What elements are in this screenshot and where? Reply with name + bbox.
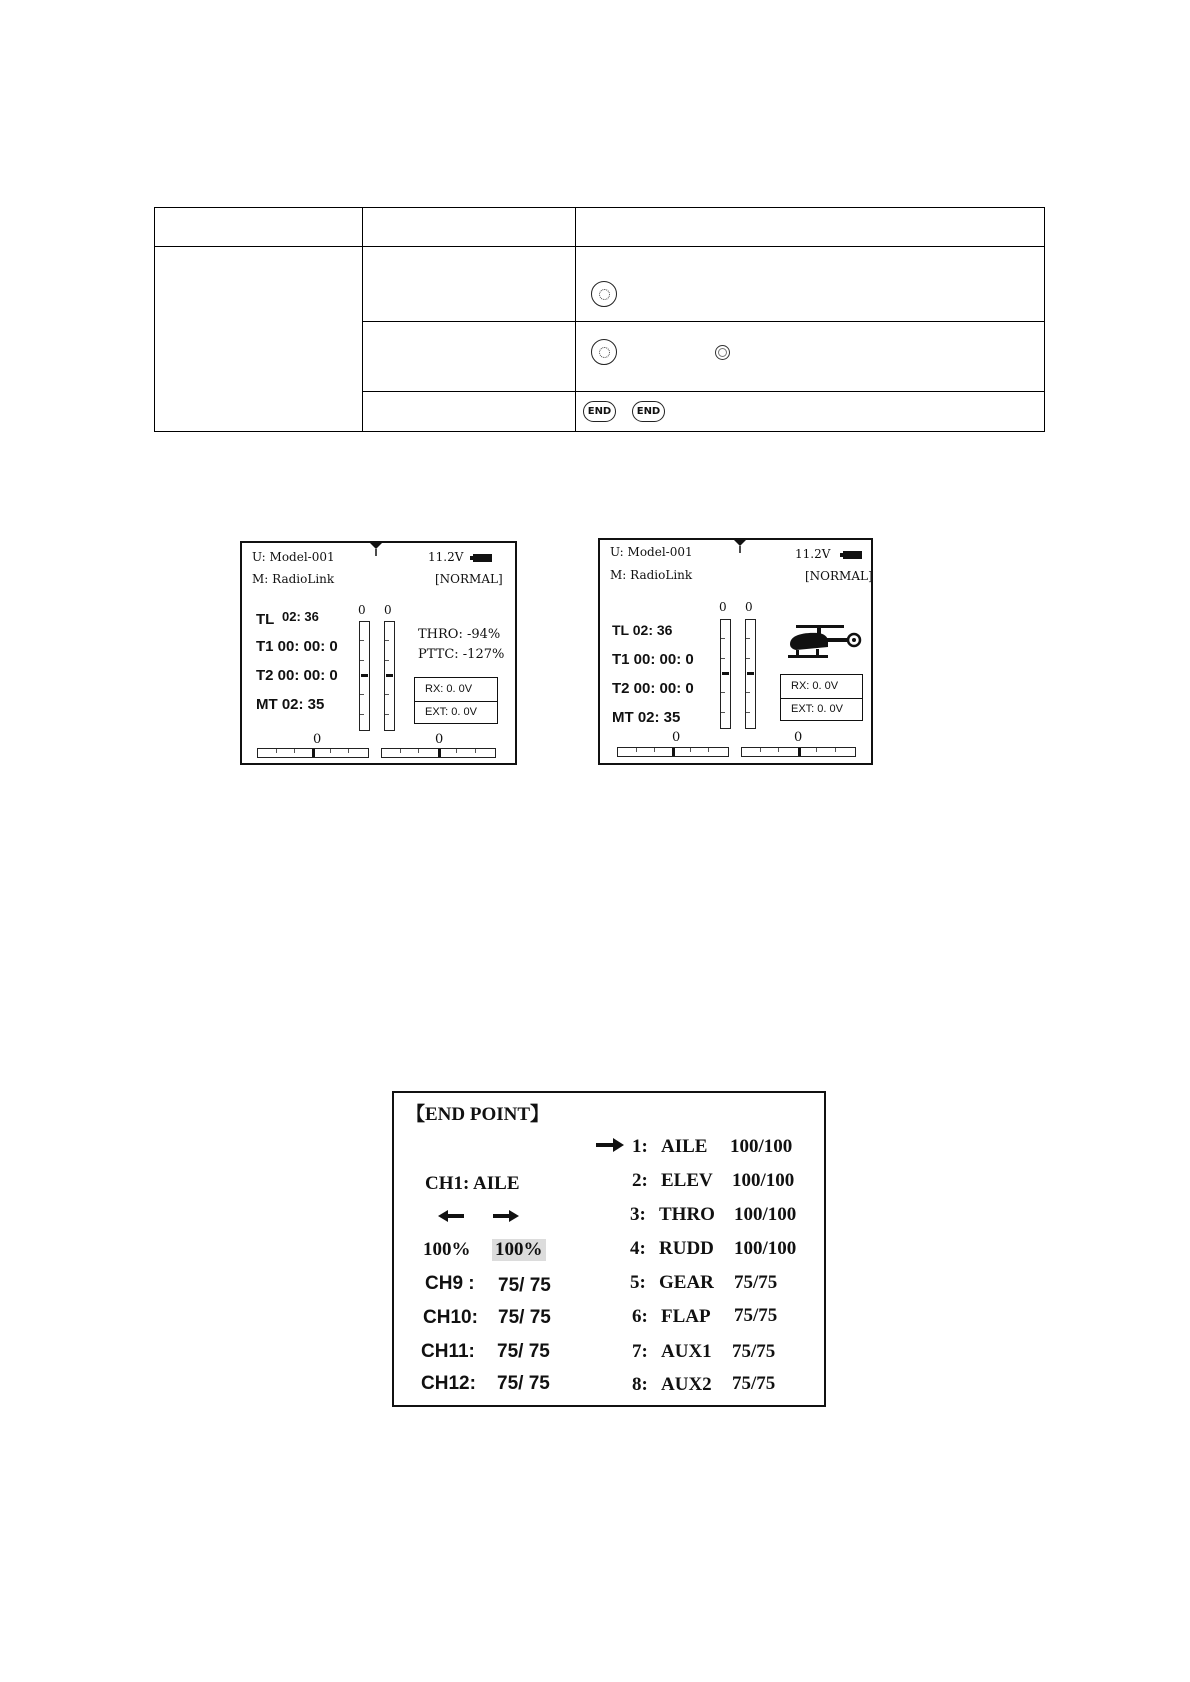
trim-value: 0 bbox=[435, 732, 444, 747]
right-endpoint-value[interactable]: 100% bbox=[492, 1239, 546, 1261]
channel-value[interactable]: 100/100 bbox=[734, 1238, 797, 1259]
battery-icon bbox=[473, 554, 492, 562]
channel-value[interactable]: 100/100 bbox=[734, 1204, 797, 1225]
user-label: U: Model-001 bbox=[252, 550, 335, 564]
channel-name[interactable]: FLAP bbox=[661, 1306, 711, 1327]
end-button-icon: END bbox=[583, 401, 616, 422]
table-divider bbox=[362, 391, 1044, 392]
channel-num: 4: bbox=[630, 1238, 646, 1259]
channel-num: 1: bbox=[632, 1136, 648, 1157]
voltage-box bbox=[414, 677, 498, 724]
channel-name[interactable]: ELEV bbox=[661, 1170, 713, 1191]
airplane-home-screen bbox=[240, 541, 517, 765]
table-cell-row1 bbox=[591, 281, 617, 307]
channel-num: 6: bbox=[632, 1306, 648, 1327]
vertical-trim-bar bbox=[359, 621, 370, 731]
throttle-readout: THRO: -94% bbox=[418, 627, 501, 642]
rotary-knob-icon bbox=[715, 345, 730, 360]
arrow-right-icon bbox=[493, 1209, 519, 1223]
channel-name[interactable]: AUX1 bbox=[661, 1341, 712, 1362]
table-cell-row2 bbox=[591, 339, 730, 365]
ext-voltage: EXT: 0. 0V bbox=[415, 701, 497, 724]
trim-value: 0 bbox=[794, 730, 803, 745]
channel-11-label: CH11: bbox=[421, 1341, 475, 1362]
table-divider bbox=[155, 246, 1044, 247]
vertical-trim-bar bbox=[720, 619, 731, 729]
horizontal-trim-bar bbox=[741, 747, 856, 757]
channel-num: 8: bbox=[632, 1374, 648, 1395]
table-divider bbox=[362, 321, 1044, 322]
timer-t1: T1 00: 00: 0 bbox=[256, 638, 338, 655]
voltage-label: 11.2V bbox=[428, 550, 464, 564]
voltage-label: 11.2V bbox=[795, 547, 831, 561]
trim-value: 0 bbox=[313, 732, 322, 747]
end-button-icon: END bbox=[632, 401, 665, 422]
rx-voltage: RX: 0. 0V bbox=[791, 680, 839, 693]
helicopter-icon bbox=[782, 622, 864, 662]
channel-num: 5: bbox=[630, 1272, 646, 1293]
rx-voltage: RX: 0. 0V bbox=[425, 683, 473, 696]
end-point-screen bbox=[392, 1091, 826, 1407]
cursor-arrow-icon bbox=[596, 1138, 624, 1152]
channel-num: 7: bbox=[632, 1341, 648, 1362]
channel-name[interactable]: GEAR bbox=[659, 1272, 714, 1293]
voltage-box bbox=[780, 674, 863, 721]
timer-tl-label: TL bbox=[256, 611, 275, 628]
channel-value[interactable]: 100/100 bbox=[730, 1136, 793, 1157]
table-divider bbox=[362, 208, 363, 431]
channel-value[interactable]: 75/75 bbox=[734, 1272, 778, 1293]
horizontal-trim-bar bbox=[381, 748, 496, 758]
pitch-readout: PTTC: -127% bbox=[418, 647, 505, 662]
channel-9-label: CH9 : bbox=[425, 1273, 475, 1294]
navigation-dial-icon bbox=[591, 281, 617, 307]
model-label: M: RadioLink bbox=[610, 568, 693, 582]
channel-name[interactable]: RUDD bbox=[659, 1238, 714, 1259]
vertical-trim-bar bbox=[745, 619, 756, 729]
battery-icon bbox=[843, 551, 862, 559]
bar-value: 0 bbox=[384, 603, 392, 617]
ext-voltage: EXT: 0. 0V bbox=[781, 698, 862, 721]
model-label: M: RadioLink bbox=[252, 572, 335, 586]
timer-t1: T1 00: 00: 0 bbox=[612, 651, 694, 668]
timer-tl-value: 02: 36 bbox=[282, 609, 319, 624]
channel-name[interactable]: AILE bbox=[661, 1136, 708, 1157]
current-channel: CH1: AILE bbox=[425, 1173, 520, 1194]
table-divider bbox=[575, 208, 576, 431]
channel-value[interactable]: 75/75 bbox=[732, 1341, 776, 1362]
screen-title: 【END POINT】 bbox=[406, 1104, 550, 1125]
channel-num: 3: bbox=[630, 1204, 646, 1225]
channel-num: 2: bbox=[632, 1170, 648, 1191]
antenna-icon bbox=[732, 538, 748, 554]
bar-value: 0 bbox=[719, 600, 727, 614]
bar-value: 0 bbox=[745, 600, 753, 614]
user-label: U: Model-001 bbox=[610, 545, 693, 559]
navigation-dial-icon bbox=[591, 339, 617, 365]
channel-12-value[interactable]: 75/ 75 bbox=[497, 1373, 550, 1394]
timer-mt: MT 02: 35 bbox=[256, 696, 325, 713]
operation-table bbox=[154, 207, 1045, 432]
arrow-left-icon bbox=[438, 1209, 464, 1223]
mode-label: [NORMAL] bbox=[435, 572, 503, 586]
channel-value[interactable]: 75/75 bbox=[732, 1373, 776, 1394]
channel-10-label: CH10: bbox=[423, 1307, 478, 1328]
left-endpoint-value[interactable]: 100% bbox=[423, 1239, 471, 1260]
channel-10-value[interactable]: 75/ 75 bbox=[498, 1307, 551, 1328]
table-cell-row3 bbox=[583, 401, 665, 422]
channel-name[interactable]: THRO bbox=[659, 1204, 715, 1225]
horizontal-trim-bar bbox=[257, 748, 369, 758]
channel-11-value[interactable]: 75/ 75 bbox=[497, 1341, 550, 1362]
timer-t2: T2 00: 00: 0 bbox=[612, 680, 694, 697]
heli-home-screen bbox=[598, 538, 873, 765]
channel-value[interactable]: 100/100 bbox=[732, 1170, 795, 1191]
timer-mt: MT 02: 35 bbox=[612, 709, 681, 726]
channel-12-label: CH12: bbox=[421, 1373, 476, 1394]
vertical-trim-bar bbox=[384, 621, 395, 731]
channel-value[interactable]: 75/75 bbox=[734, 1305, 778, 1326]
antenna-icon bbox=[368, 541, 384, 557]
bar-value: 0 bbox=[358, 603, 366, 617]
trim-value: 0 bbox=[672, 730, 681, 745]
horizontal-trim-bar bbox=[617, 747, 729, 757]
mode-label: [NORMAL] bbox=[805, 569, 873, 583]
timer-t2: T2 00: 00: 0 bbox=[256, 667, 338, 684]
timer-tl: TL 02: 36 bbox=[612, 622, 673, 638]
channel-name[interactable]: AUX2 bbox=[661, 1374, 712, 1395]
channel-9-value[interactable]: 75/ 75 bbox=[498, 1275, 551, 1296]
